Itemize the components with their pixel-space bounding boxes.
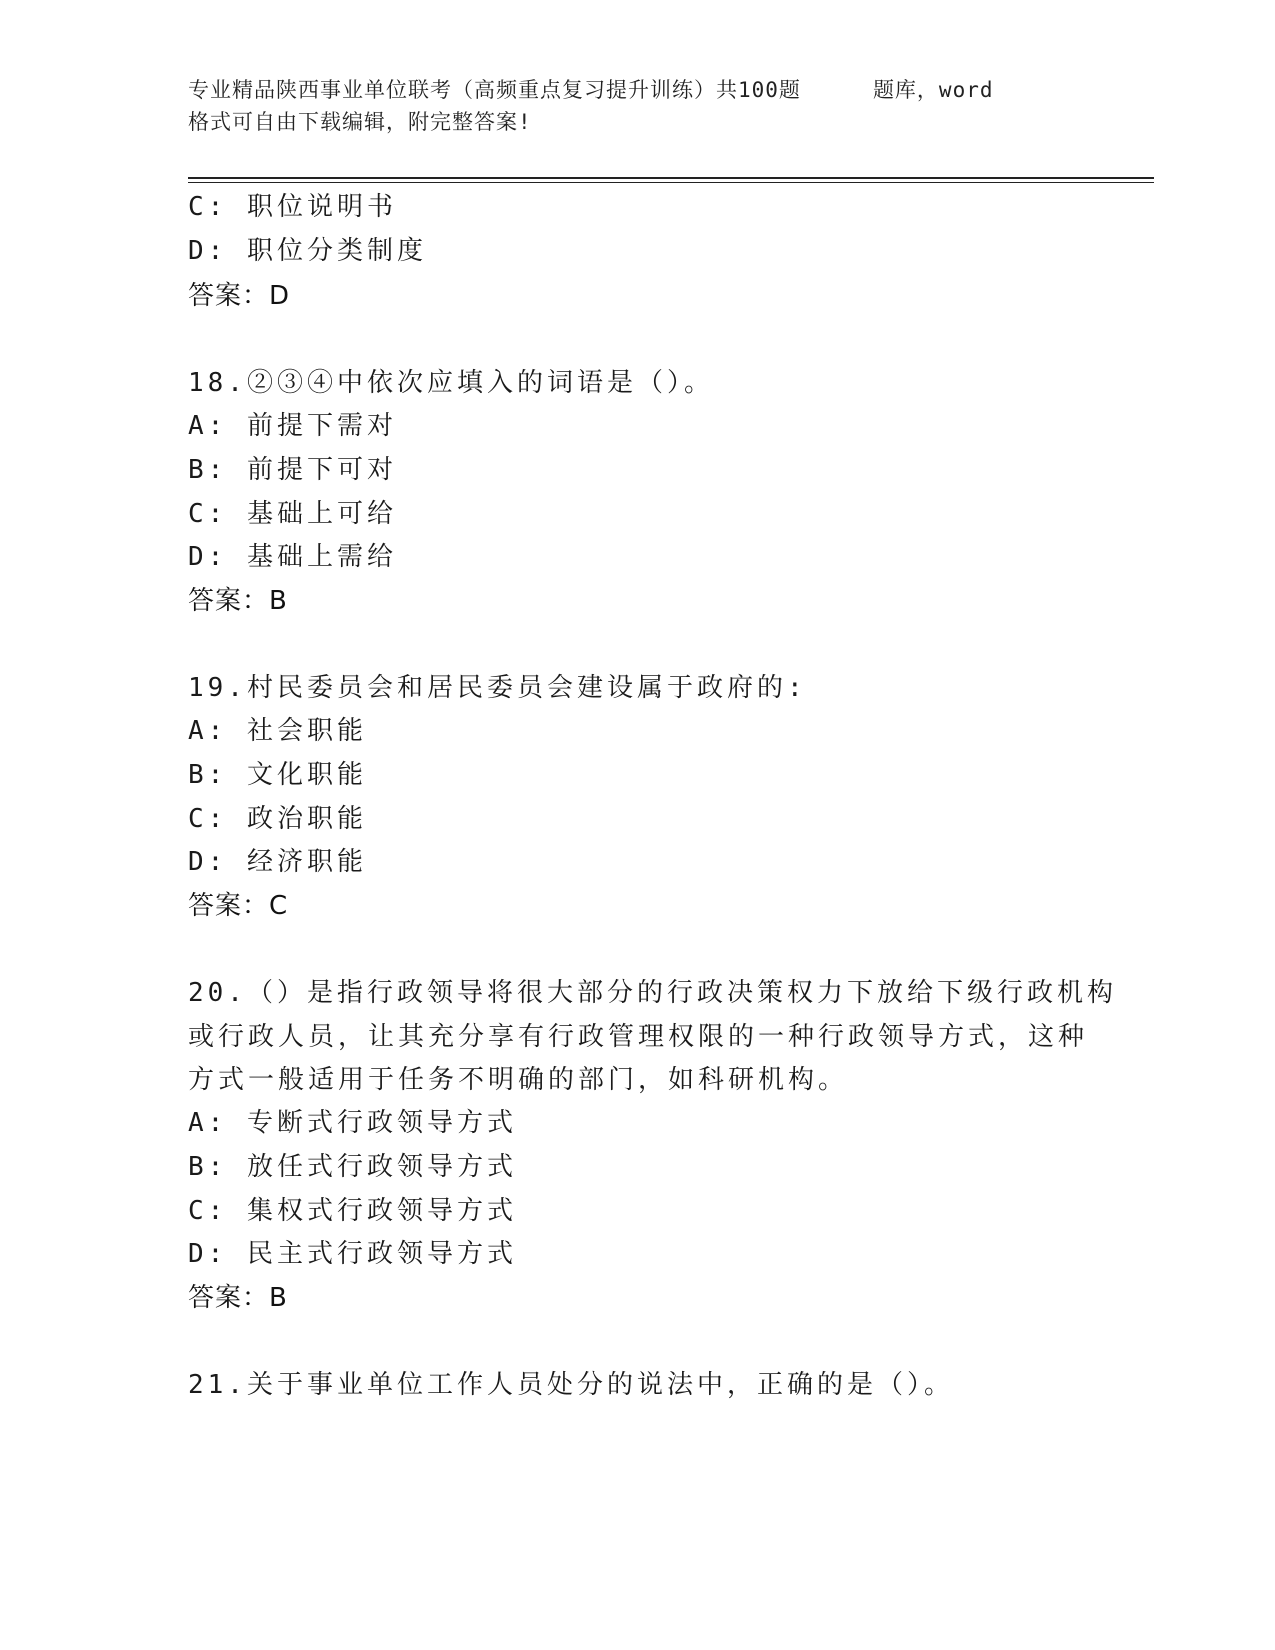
question-21-stem: 21.关于事业单位工作人员处分的说法中，正确的是（）。 [188,1370,954,1400]
header-line-1 [188,74,1088,106]
question-19-option-b: B: 文化职能 [188,760,367,790]
question-20-option-b: B: 放任式行政领导方式 [188,1152,517,1182]
question-20-stem-line-1: 20.（）是指行政领导将很大部分的行政决策权力下放给下级行政机构 [188,978,1117,1008]
question-20-stem-line-2: 或行政人员，让其充分享有行政管理权限的一种行政领导方式，这种 [188,1022,1089,1052]
question-18-stem: 18.②③④中依次应填入的词语是（）。 [188,368,714,398]
option-d: D: 职位分类制度 [188,236,427,266]
question-19-option-a: A: 社会职能 [188,716,367,746]
question-20-option-a: A: 专断式行政领导方式 [188,1108,517,1138]
option-c: C: 职位说明书 [188,192,397,222]
question-20-option-c: C: 集权式行政领导方式 [188,1196,517,1226]
question-20-answer: 答案：B [188,1283,288,1313]
question-18-answer: 答案：B [188,586,288,616]
question-19-option-c: C: 政治职能 [188,804,367,834]
header-line-2: 格式可自由下载编辑，附完整答案! [188,110,532,134]
question-18-option-d: D: 基础上需给 [188,542,397,572]
header-divider-thick [188,177,1154,179]
question-19-option-d: D: 经济职能 [188,847,367,877]
question-20-option-d: D: 民主式行政领导方式 [188,1239,517,1269]
question-19-answer: 答案：C [188,891,289,921]
question-19-stem: 19.村民委员会和居民委员会建设属于政府的: [188,673,807,703]
question-18-option-b: B: 前提下可对 [188,455,397,485]
header-title: 专业精品陕西事业单位联考（高频重点复习提升训练）共100题 [188,78,801,102]
question-18-option-c: C: 基础上可给 [188,499,397,529]
question-20-stem-line-3: 方式一般适用于任务不明确的部门，如科研机构。 [188,1065,849,1095]
page-header [188,74,1088,138]
header-divider-thin [188,182,1154,183]
header-title-suffix: 题库，word [872,78,994,102]
question-18-option-a: A: 前提下需对 [188,411,397,441]
answer-label: 答案：D [188,281,291,311]
